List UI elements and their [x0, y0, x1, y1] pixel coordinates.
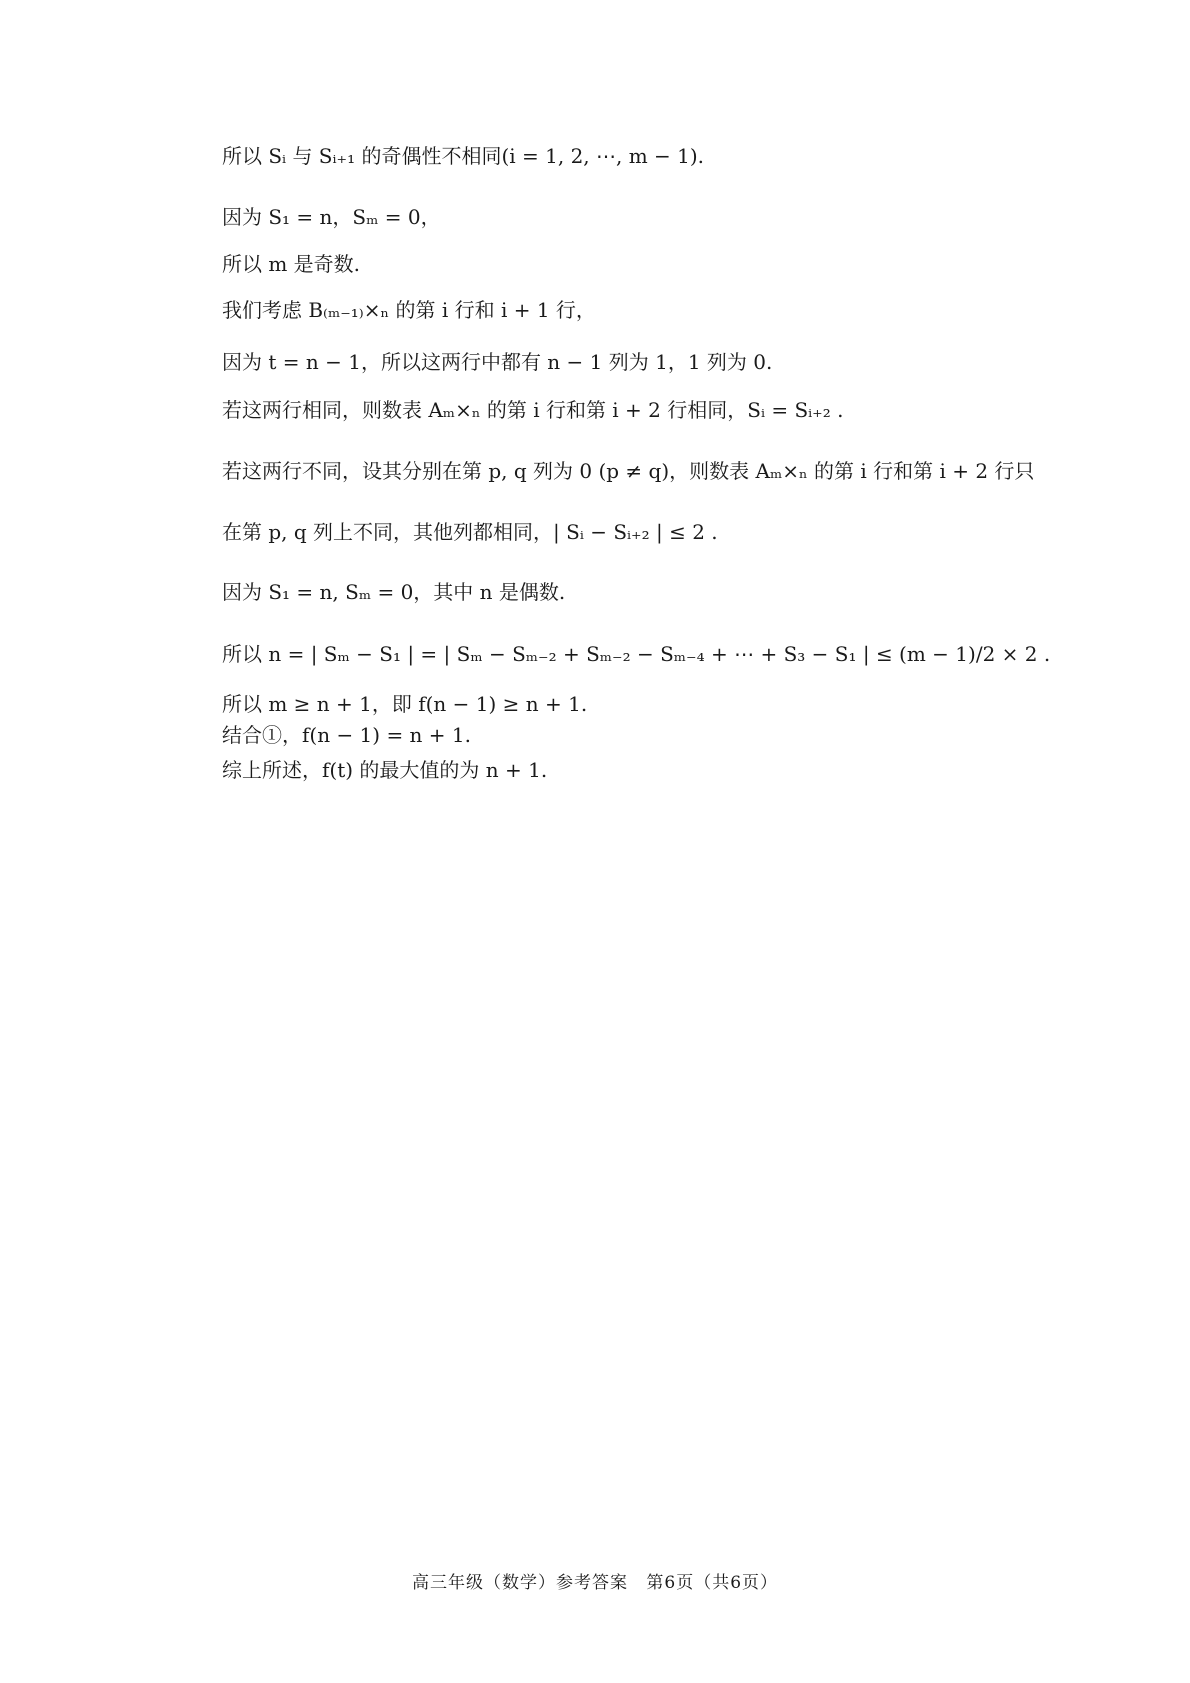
text-line-6: 若这两行相同，则数表 Aₘ×ₙ 的第 i 行和第 i + 2 行相同，Sᵢ = Sᵢ₊₂ . [222, 398, 844, 422]
text-line-8: 在第 p, q 列上不同，其他列都相同，| Sᵢ − Sᵢ₊₂ | ≤ 2 . [222, 520, 718, 544]
text-line-1: 所以 Sᵢ 与 Sᵢ₊₁ 的奇偶性不相同(i = 1, 2, ⋯, m − 1). [222, 144, 705, 168]
text-line-12: 结合①，f(n − 1) = n + 1. [222, 723, 471, 747]
footer-page-number: 第6页（共6页） [646, 1573, 779, 1593]
text-line-10: 所以 n = | Sₘ − S₁ | = | Sₘ − Sₘ₋₂ + Sₘ₋₂ − Sₘ₋₄ + ⋯ + S₃ − S₁ | ≤ (m − 1)/2 × 2 . [222, 642, 1051, 666]
text-line-13: 综上所述，f(t) 的最大值的为 n + 1. [222, 758, 548, 782]
text-line-3: 所以 m 是奇数. [222, 252, 361, 276]
text-line-4: 我们考虑 B₍ₘ₋₁₎×ₙ 的第 i 行和 i + 1 行， [222, 298, 596, 322]
page-footer [0, 1568, 1190, 1593]
footer-title: 高三年级（数学）参考答案 [411, 1573, 628, 1593]
text-line-7: 若这两行不同，设其分别在第 p, q 列为 0 (p ≠ q)，则数表 Aₘ×ₙ 的第 i 行和第 i + 2 行只 [222, 459, 1035, 483]
text-line-9: 因为 S₁ = n, Sₘ = 0，其中 n 是偶数. [222, 580, 566, 604]
text-line-11: 所以 m ≥ n + 1，即 f(n − 1) ≥ n + 1. [222, 692, 588, 716]
text-line-5: 因为 t = n − 1，所以这两行中都有 n − 1 列为 1，1 列为 0. [222, 350, 773, 374]
text-line-2: 因为 S₁ = n，Sₘ = 0， [222, 205, 441, 229]
